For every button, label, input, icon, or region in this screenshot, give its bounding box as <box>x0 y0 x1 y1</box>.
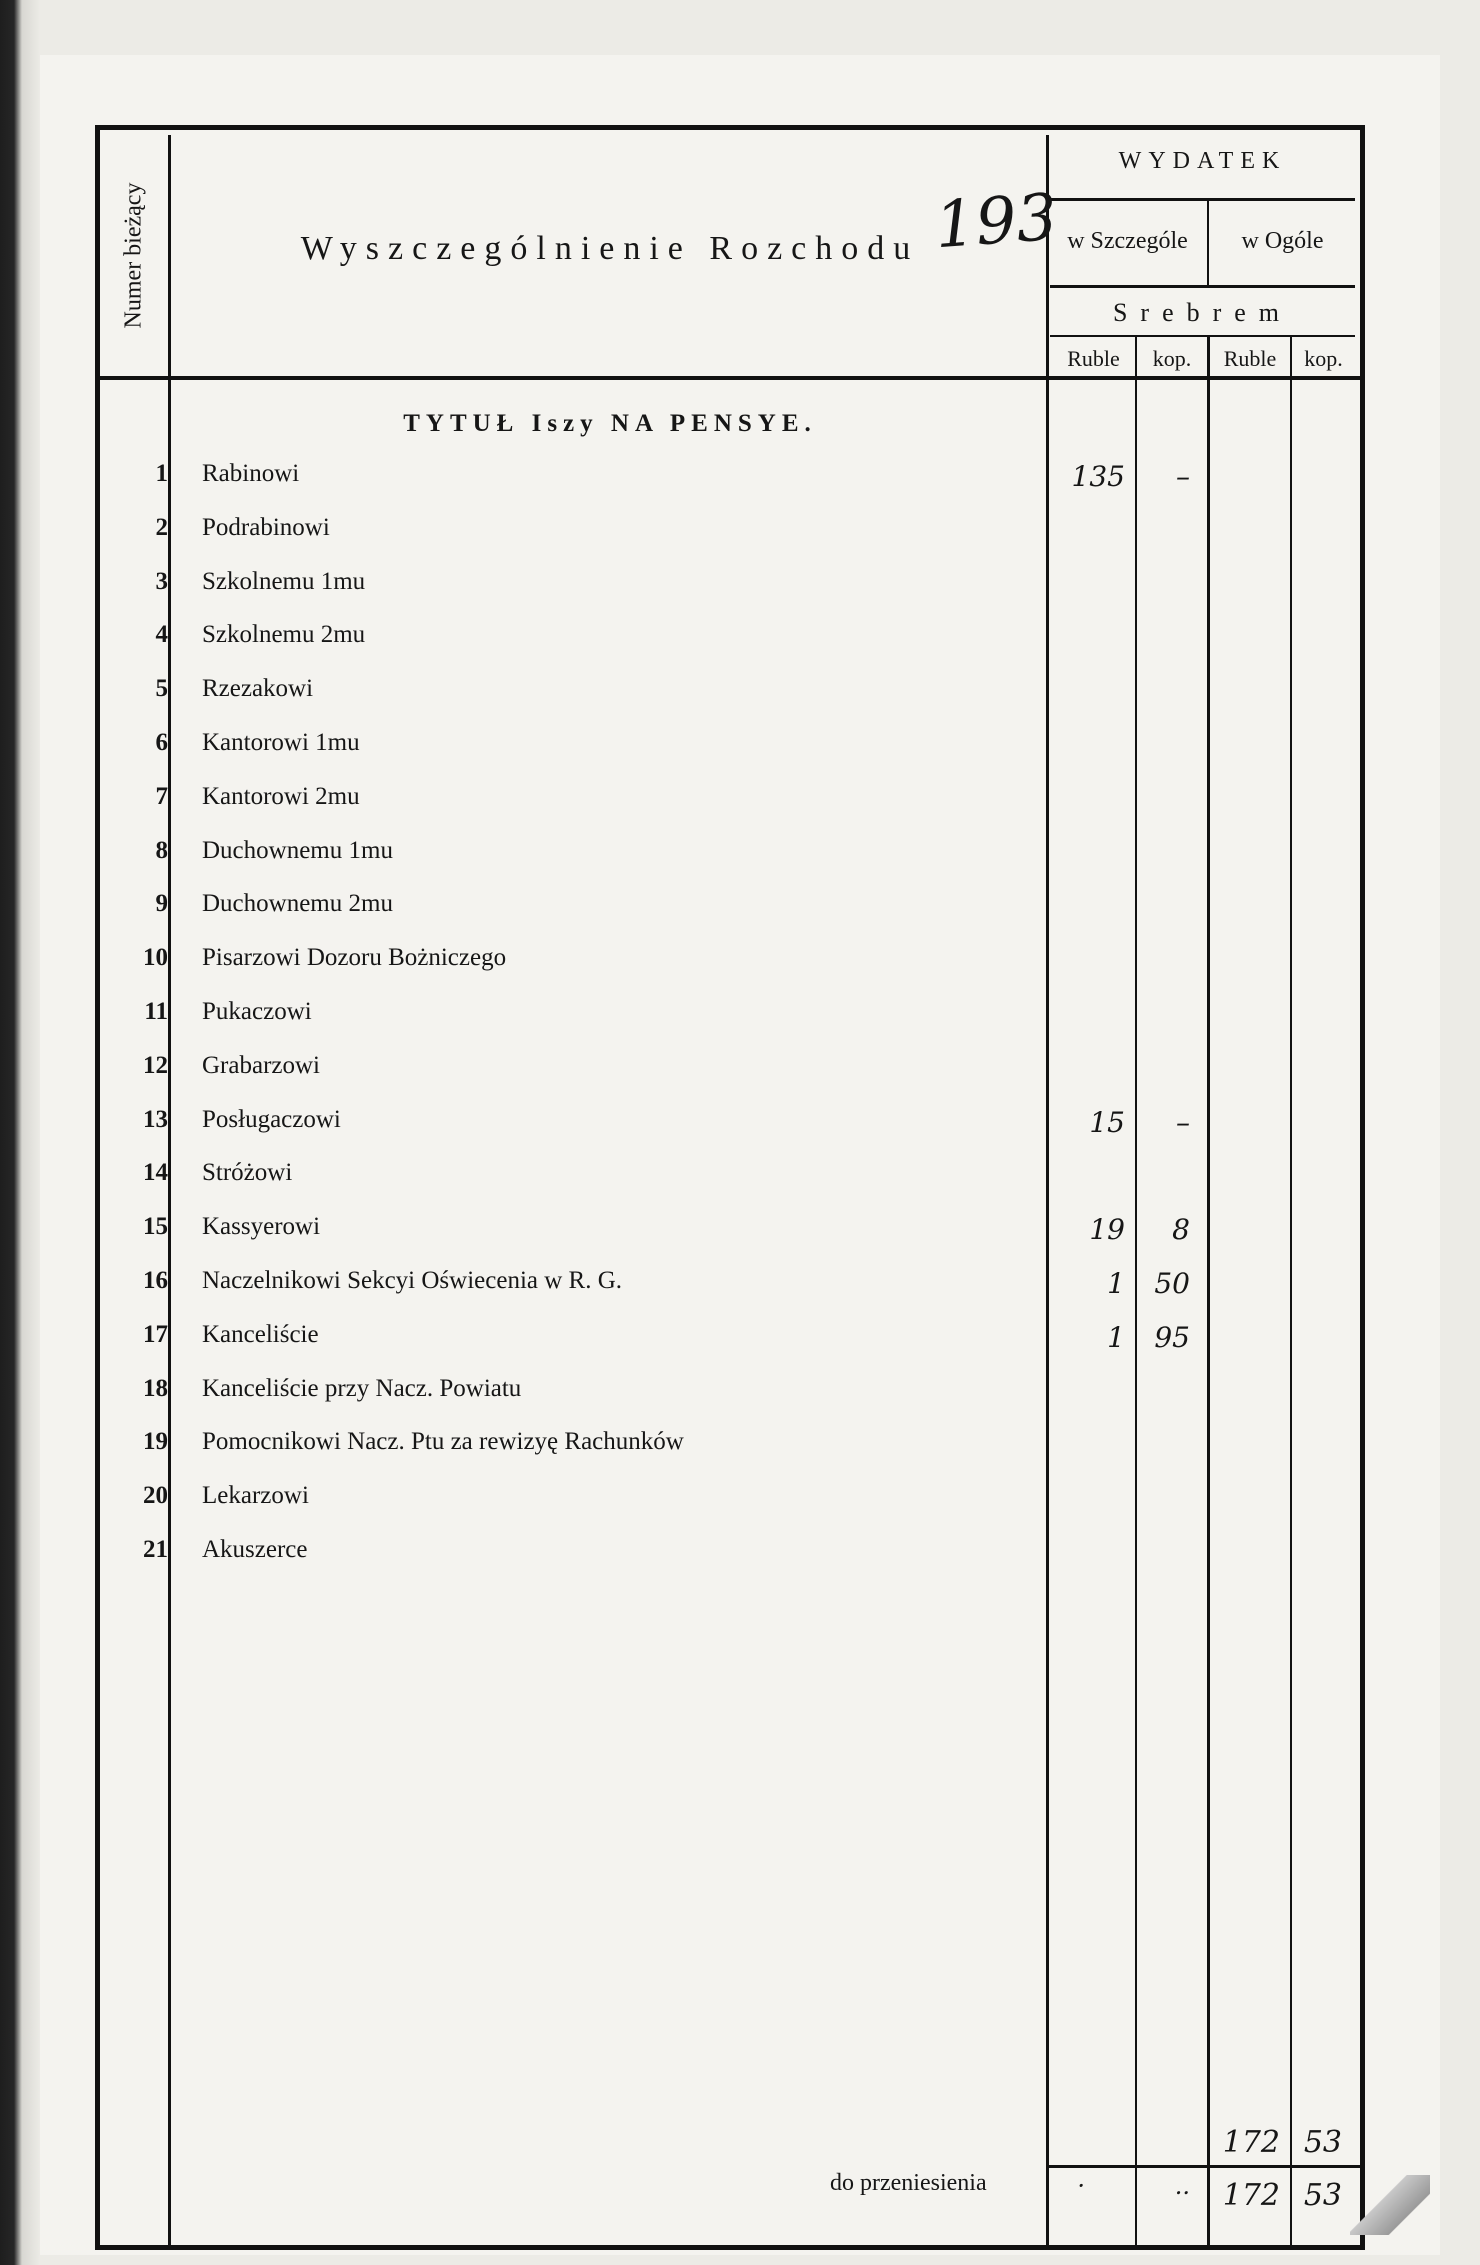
table-row <box>100 1428 1365 1478</box>
table-row <box>100 460 1365 510</box>
rule-szczegole-ogole-top <box>1207 200 1209 285</box>
row-label: Grabarzowi <box>202 1052 326 1079</box>
row-description <box>202 890 1112 918</box>
row-kop: – <box>1176 460 1190 493</box>
row-description <box>202 998 1112 1026</box>
row-description <box>202 837 1112 865</box>
row-label: Duchownemu 1mu <box>202 837 399 864</box>
row-number: 18 <box>143 1374 168 1402</box>
row-kop: – <box>1176 1105 1190 1139</box>
carry-ruble: 172 <box>1222 2178 1280 2213</box>
srebrem-header: Srebrem <box>1112 298 1293 327</box>
table-row <box>100 998 1365 1048</box>
row-number: 20 <box>143 1482 168 1510</box>
row-ruble: 135 <box>1071 460 1125 493</box>
row-label: Kantorowi 2mu <box>202 783 366 810</box>
row-description <box>202 460 1112 488</box>
row-number: 3 <box>155 567 168 595</box>
szczegole-kop-header: kop. <box>1152 346 1192 371</box>
row-description <box>202 1159 1112 1187</box>
row-kop: 50 <box>1154 1267 1190 1300</box>
table-row <box>100 1536 1365 1586</box>
table-row <box>100 783 1365 833</box>
row-number: 8 <box>155 836 168 864</box>
row-number: 5 <box>155 675 168 703</box>
table-row <box>100 1106 1365 1156</box>
szczegole-ruble-header: Ruble <box>1067 346 1120 371</box>
row-label: Pisarzowi Dozoru Bożniczego <box>202 944 512 971</box>
row-label: Lekarzowi <box>202 1482 315 1509</box>
table-row <box>100 1321 1365 1371</box>
row-label: Rabinowi <box>202 460 305 487</box>
row-label: Naczelnikowi Sekcyi Oświecenia w R. G. <box>202 1267 628 1294</box>
table-row <box>100 1213 1365 1263</box>
table-row <box>100 514 1365 564</box>
total-ruble: 172 <box>1222 2125 1280 2160</box>
row-label: Szkolnemu 1mu <box>202 568 371 595</box>
row-number: 13 <box>143 1105 168 1133</box>
page-title: Wyszczególnienie Rozchodu <box>300 230 920 267</box>
row-description <box>202 1375 1112 1403</box>
row-label: Szkolnemu 2mu <box>202 621 371 648</box>
number-column-label: Numer bieżący <box>120 182 147 328</box>
row-label: Rzezakowi <box>202 675 319 702</box>
row-kop: 95 <box>1154 1320 1190 1354</box>
table-row <box>100 944 1365 994</box>
row-label: Kantorowi 1mu <box>202 729 366 756</box>
row-number: 9 <box>155 890 168 918</box>
row-number: 17 <box>143 1320 168 1348</box>
section-title: TYTUŁ Iszy NA PENSYE. <box>403 410 817 437</box>
ogole-kop-header: kop. <box>1304 346 1343 371</box>
row-description <box>202 568 1112 596</box>
row-label: Kanceliście <box>202 1321 325 1348</box>
row-label: Akuszerce <box>202 1536 314 1563</box>
row-description <box>202 1428 1112 1456</box>
table-row <box>100 675 1365 725</box>
table-row <box>100 1375 1365 1425</box>
table-row <box>100 1159 1365 1209</box>
table-row <box>100 837 1365 887</box>
row-number: 15 <box>143 1213 168 1241</box>
row-label: Pukaczowi <box>202 998 318 1025</box>
row-kop: 8 <box>1172 1213 1190 1247</box>
row-description <box>202 621 1112 649</box>
row-description <box>202 1536 1112 1564</box>
carry-kop: 53 <box>1303 2178 1342 2213</box>
table-row <box>100 568 1365 618</box>
row-description <box>202 1213 1112 1241</box>
header-rule-szczegole <box>1050 285 1355 288</box>
row-description <box>202 1106 1112 1134</box>
row-number: 2 <box>155 513 168 541</box>
row-number: 21 <box>143 1536 168 1563</box>
row-description <box>202 514 1112 542</box>
row-number: 7 <box>155 782 168 810</box>
row-ruble: 1 <box>1107 1267 1125 1300</box>
row-label: Posługaczowi <box>202 1106 347 1133</box>
carry-szczegole-kop: .. <box>1174 2172 1190 2200</box>
row-description <box>202 944 1112 972</box>
handwritten-page-number: 193 <box>932 180 1060 264</box>
table-row <box>100 1052 1365 1102</box>
table-row <box>100 1482 1365 1532</box>
row-number: 12 <box>143 1051 168 1079</box>
row-description <box>202 783 1112 811</box>
row-label: Duchownemu 2mu <box>202 890 399 917</box>
row-number: 16 <box>143 1267 168 1294</box>
table-row <box>100 890 1365 940</box>
row-description <box>202 1052 1112 1080</box>
ogole-header: w Ogóle <box>1241 228 1324 254</box>
header-bottom-rule <box>100 376 1360 380</box>
table-row <box>100 1267 1365 1317</box>
row-description <box>202 1482 1112 1510</box>
row-number: 6 <box>155 729 168 756</box>
row-description <box>202 729 1112 757</box>
row-label: Podrabinowi <box>202 514 336 541</box>
corner-fold <box>1350 2175 1430 2235</box>
binding-edge <box>0 0 40 2265</box>
table-row <box>100 729 1365 779</box>
row-label: Kassyerowi <box>202 1213 326 1240</box>
header-rule-srebrem <box>1050 335 1355 337</box>
table-row <box>100 621 1365 671</box>
row-ruble: 15 <box>1089 1105 1125 1139</box>
footer-rule <box>1046 2165 1360 2168</box>
header-rule-wydatek <box>1050 198 1355 201</box>
row-ruble: 19 <box>1089 1213 1125 1247</box>
ogole-ruble-header: Ruble <box>1223 346 1277 371</box>
row-number: 1 <box>155 460 168 487</box>
total-kop: 53 <box>1303 2125 1342 2160</box>
carry-forward-label: do przeniesienia <box>830 2170 987 2196</box>
row-label: Stróżowi <box>202 1159 298 1186</box>
row-description <box>202 1267 1112 1295</box>
row-number: 4 <box>155 621 168 649</box>
row-label: Kanceliście przy Nacz. Powiatu <box>202 1375 527 1402</box>
szczegole-header: w Szczególe <box>1067 228 1188 254</box>
row-number: 10 <box>143 944 168 972</box>
row-ruble: 1 <box>1107 1320 1125 1354</box>
row-label: Pomocnikowi Nacz. Ptu za rewizyę Rachunków <box>202 1428 690 1455</box>
row-number: 14 <box>143 1159 168 1187</box>
row-description <box>202 1321 1112 1349</box>
row-number: 11 <box>144 998 168 1025</box>
number-column-header <box>100 135 168 375</box>
row-description <box>202 675 1112 703</box>
carry-szczegole-ruble: · <box>1077 2172 1085 2200</box>
wydatek-header: WYDATEK <box>1118 148 1287 174</box>
row-number: 19 <box>143 1428 168 1456</box>
